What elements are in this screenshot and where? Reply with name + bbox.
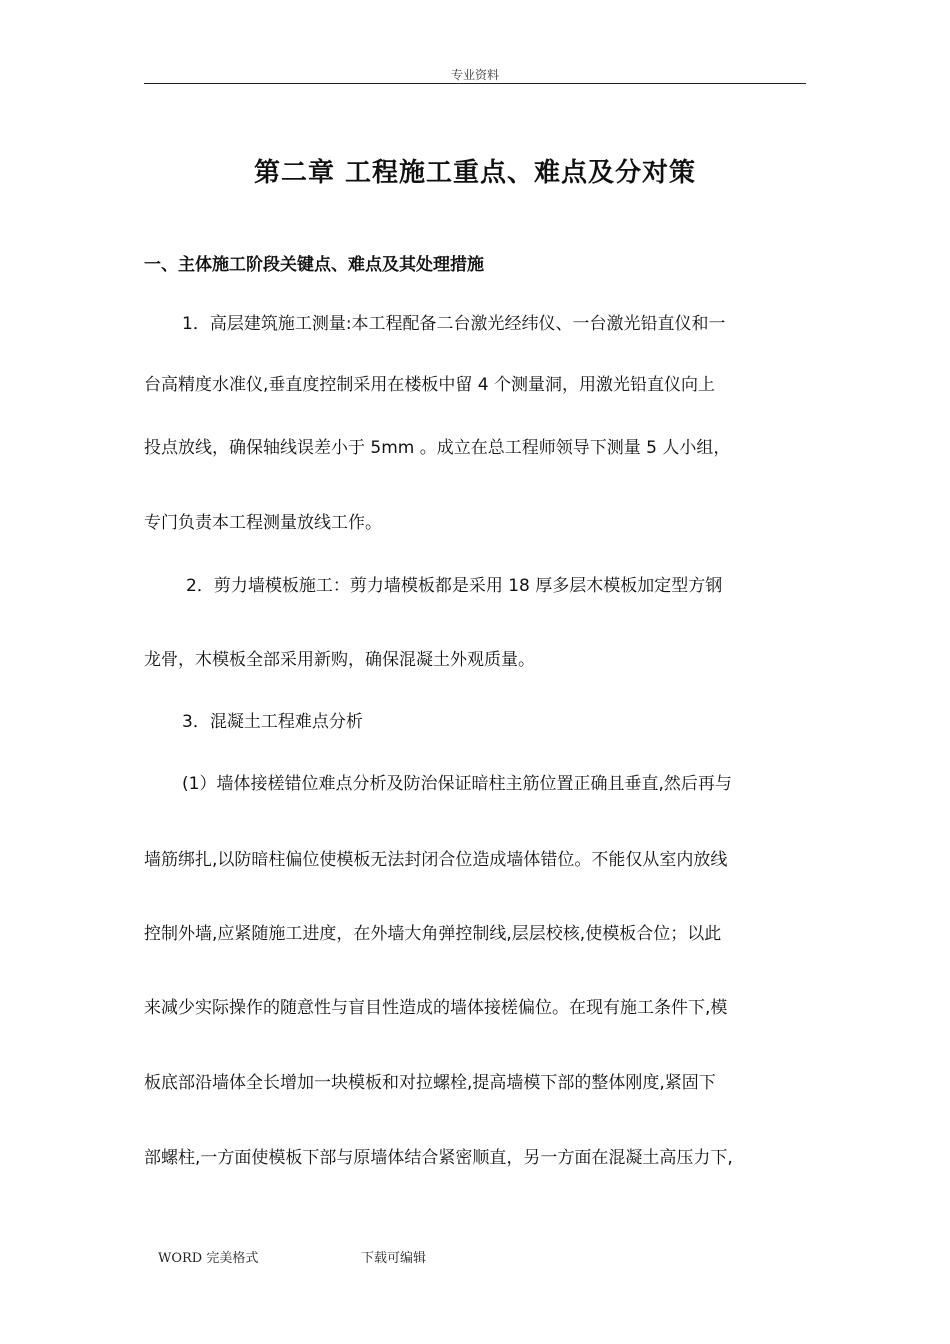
body-line: 板底部沿墙体全长增加一块模板和对拉螺栓,提高墙模下部的整体刚度,紧固下 (144, 1073, 716, 1093)
body-line: 龙骨，木模板全部采用新购，确保混凝土外观质量。 (144, 650, 535, 670)
header-divider (144, 83, 806, 84)
body-line: 2．剪力墙模板施工：剪力墙模板都是采用 18 厚多层木模板加定型方钢 (186, 576, 723, 596)
body-line: 1．高层建筑施工测量:本工程配备二台激光经纬仪、一台激光铅直仪和一 (182, 314, 726, 334)
body-line: 来减少实际操作的随意性与盲目性造成的墙体接槎偏位。在现有施工条件下,模 (144, 998, 728, 1018)
body-line: 部螺柱,一方面使模板下部与原墙体结合紧密顺直，另一方面在混凝土高压力下, (144, 1148, 733, 1168)
body-line: 控制外墙,应紧随施工进度，在外墙大角弹控制线,层层校核,使模板合位；以此 (144, 924, 722, 944)
body-line: 墙筋绑扎,以防暗柱偏位使模板无法封闭合位造成墙体错位。不能仅从室内放线 (144, 850, 728, 870)
document-title: 第二章 工程施工重点、难点及分对策 (253, 158, 697, 188)
page-header-label: 专业资料 (450, 68, 499, 82)
section-heading: 一、主体施工阶段关键点、难点及其处理措施 (144, 255, 484, 275)
body-line: 3．混凝土工程难点分析 (182, 712, 363, 732)
footer-editable-label: 下载可编辑 (361, 1251, 427, 1266)
body-line: 台高精度水准仪,垂直度控制采用在楼板中留 4 个测量洞，用激光铅直仪向上 (144, 375, 716, 395)
body-line: 投点放线，确保轴线误差小于 5mm 。成立在总工程师领导下测量 5 人小组， (144, 438, 731, 458)
footer-format-label: WORD 完美格式 (158, 1251, 259, 1266)
body-line: 专门负责本工程测量放线工作。 (144, 513, 382, 533)
body-line: (1）墙体接槎错位难点分析及防治保证暗柱主筋位置正确且垂直,然后再与 (182, 774, 732, 794)
